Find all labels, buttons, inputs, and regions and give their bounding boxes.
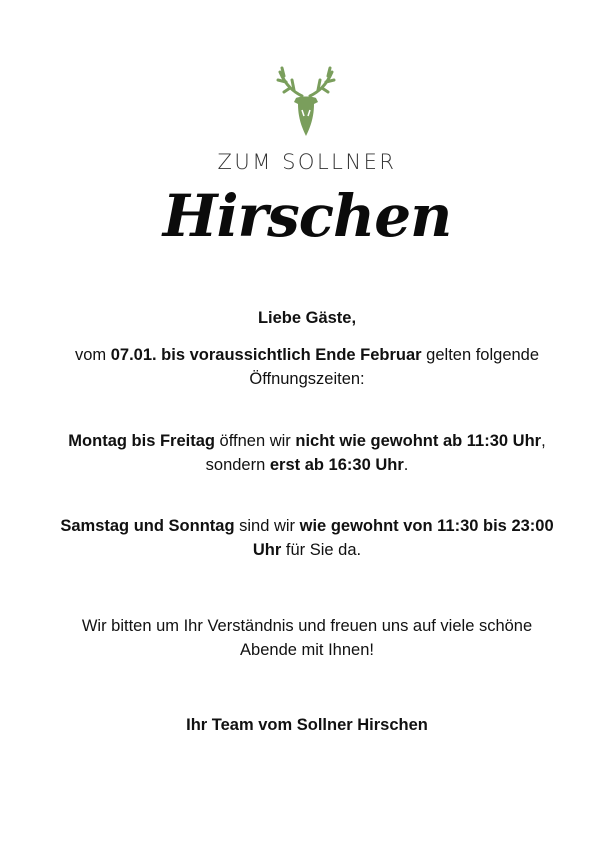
weekday-text: , sondern bbox=[205, 432, 546, 474]
intro-text: vom bbox=[74, 346, 111, 364]
weekday-new-time: erst ab 16:30 Uhr bbox=[269, 456, 404, 474]
weekday-text: . bbox=[403, 456, 409, 474]
weekend-days: Samstag und Sonntag bbox=[60, 517, 235, 535]
weekend-hours bbox=[50, 514, 564, 562]
weekday-hours bbox=[50, 429, 564, 477]
greeting: Liebe Gäste, bbox=[257, 309, 357, 327]
weekend-text: sind wir bbox=[234, 517, 300, 535]
signature: Ihr Team vom Sollner Hirschen bbox=[186, 716, 428, 734]
brand-subtitle: ZUM SOLLNER bbox=[217, 150, 397, 174]
brand-name: Hirschen bbox=[162, 182, 452, 250]
intro-text: gelten folgende Öffnungszeiten: bbox=[249, 346, 540, 388]
weekend-time: wie gewohnt von 11:30 bis 23:00 Uhr bbox=[252, 517, 554, 559]
closing-paragraph: Wir bitten um Ihr Verständnis und freuen uns auf viele schöne Abende mit Ihnen! bbox=[81, 617, 533, 659]
weekend-text: für Sie da. bbox=[281, 541, 362, 559]
deer-head-icon bbox=[272, 66, 340, 138]
weekday-old-time: nicht wie gewohnt ab 11:30 Uhr bbox=[295, 432, 542, 450]
intro-dates: 07.01. bis voraussichtlich Ende Februar bbox=[110, 346, 422, 364]
weekday-days: Montag bis Freitag bbox=[68, 432, 215, 450]
intro-paragraph bbox=[50, 343, 564, 391]
weekday-text: öffnen wir bbox=[214, 432, 296, 450]
